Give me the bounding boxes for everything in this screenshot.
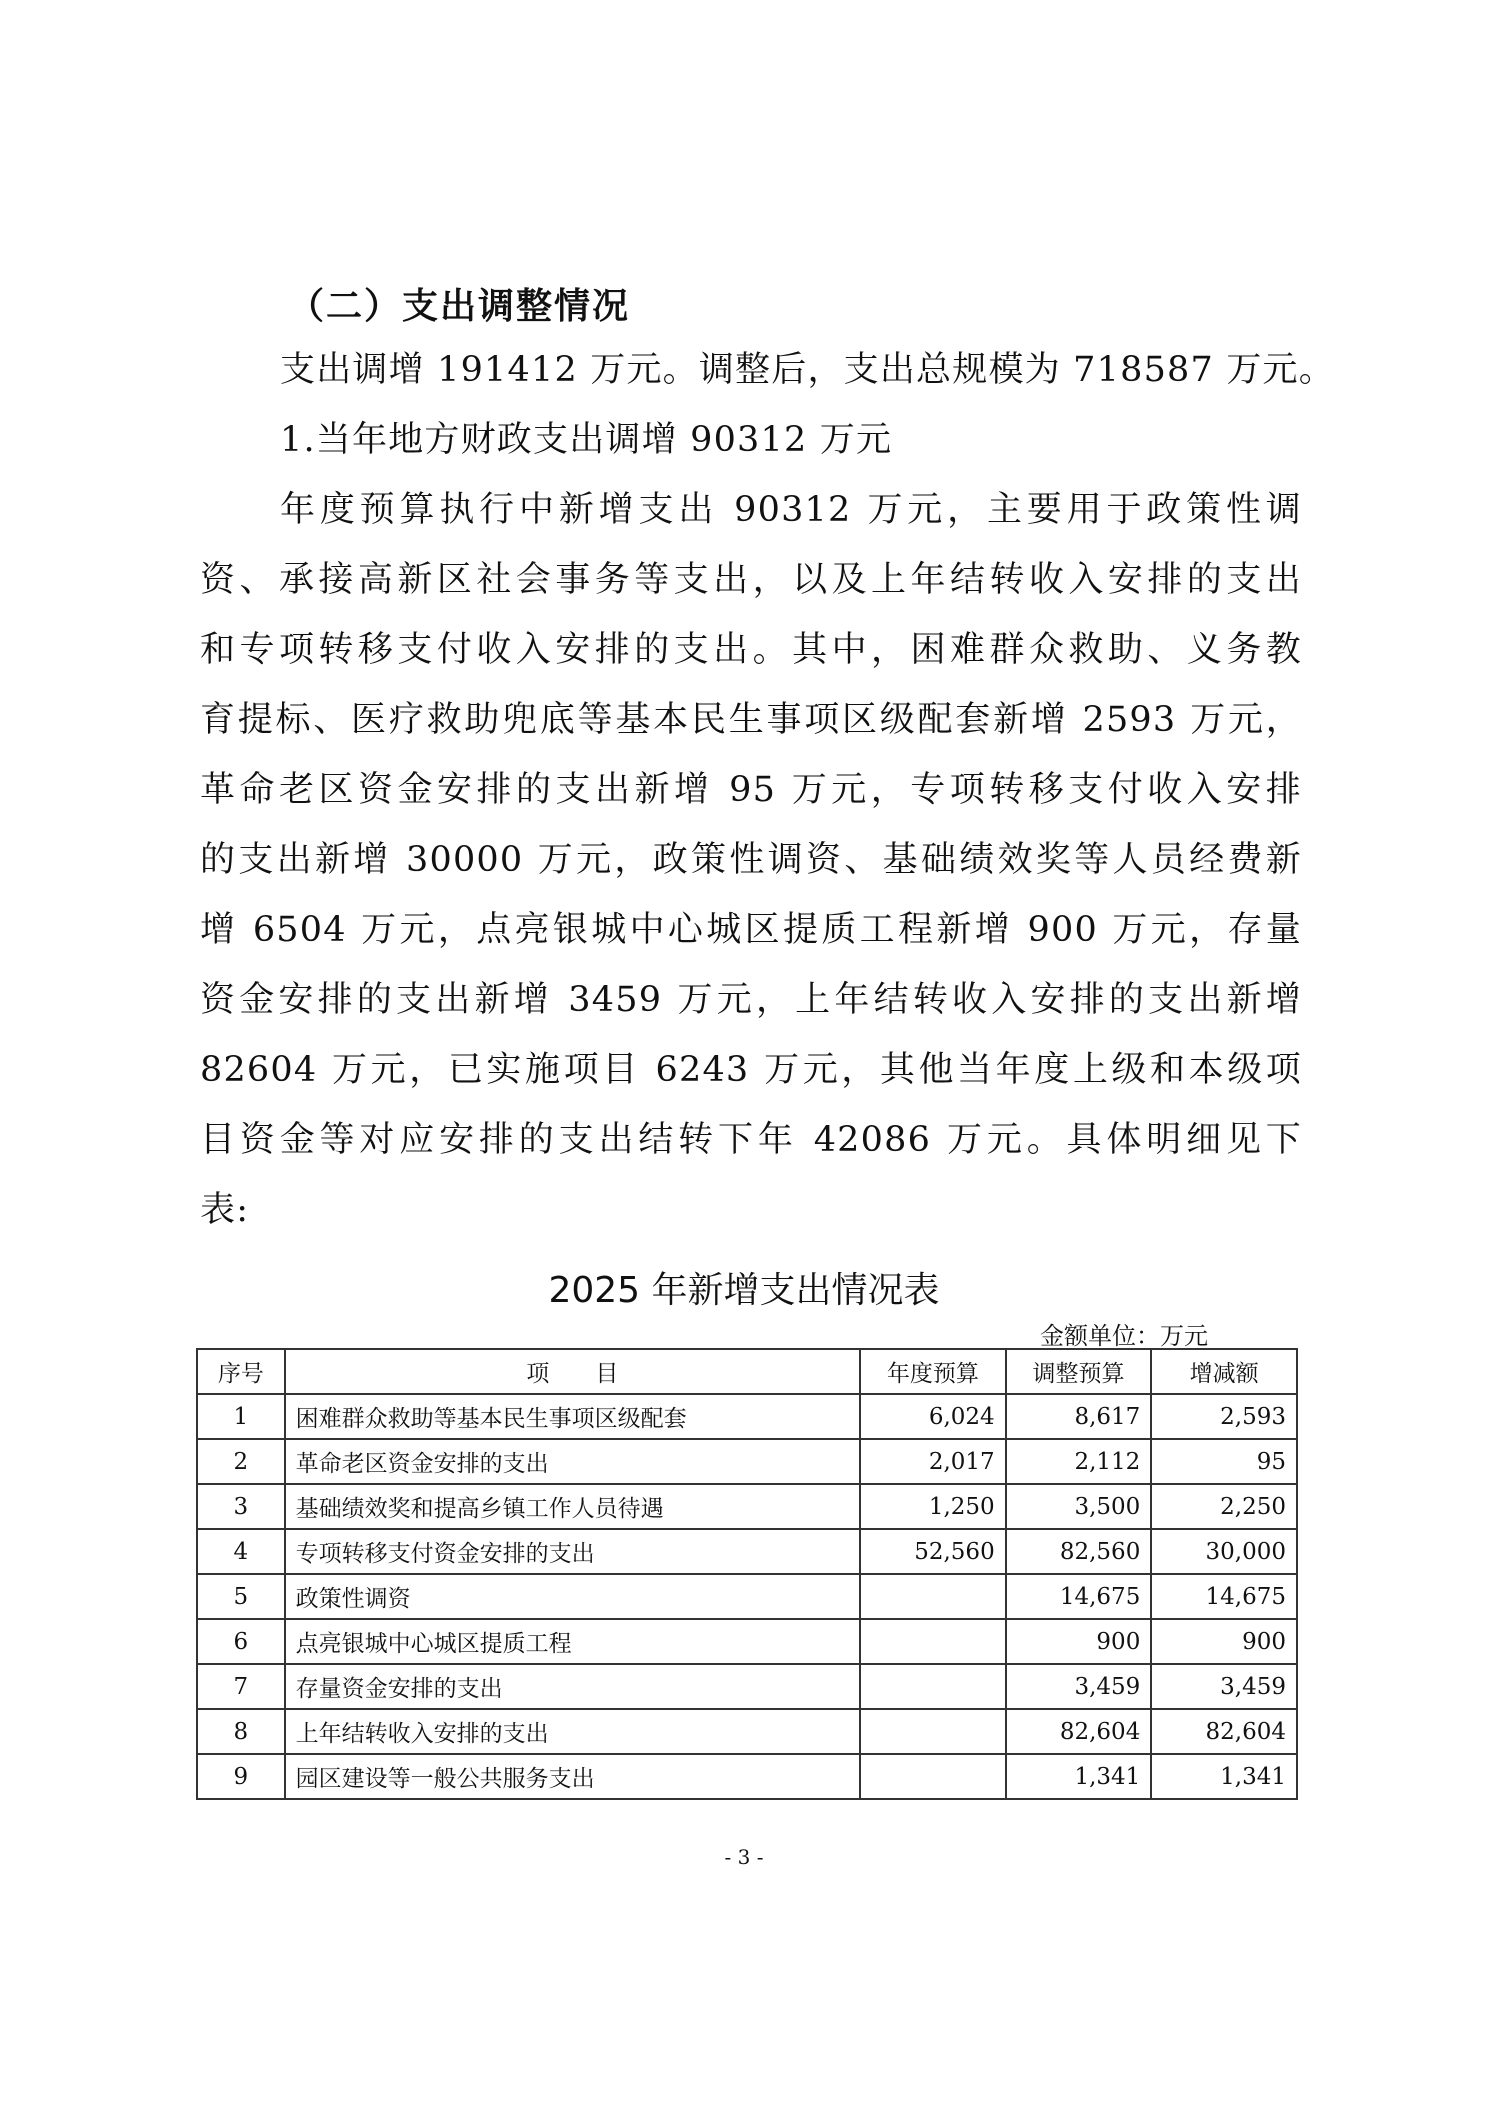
cell-annual: 6,024	[860, 1394, 1006, 1439]
cell-item: 革命老区资金安排的支出	[285, 1439, 860, 1484]
table-row	[197, 1394, 1297, 1439]
cell-annual	[860, 1664, 1006, 1709]
header-annual: 年度预算	[860, 1349, 1006, 1394]
subsection-heading: 1.当年地方财政支出调增 90312 万元	[280, 420, 893, 460]
cell-item: 专项转移支付资金安排的支出	[285, 1529, 860, 1574]
paragraph-line: 育提标、医疗救助兜底等基本民生事项区级配套新增 2593 万元，	[200, 700, 1302, 740]
paragraph-line: 资金安排的支出新增 3459 万元，上年结转收入安排的支出新增	[200, 980, 1302, 1020]
cell-adjusted: 900	[1006, 1619, 1152, 1664]
paragraph-line: 年度预算执行中新增支出 90312 万元，主要用于政策性调	[280, 490, 1302, 530]
paragraph-line: 目资金等对应安排的支出结转下年 42086 万元。具体明细见下	[200, 1120, 1302, 1160]
table-header-row	[197, 1349, 1297, 1394]
cell-item: 存量资金安排的支出	[285, 1664, 860, 1709]
cell-annual	[860, 1709, 1006, 1754]
cell-annual: 52,560	[860, 1529, 1006, 1574]
cell-no: 2	[197, 1439, 285, 1484]
paragraph-line: 和专项转移支付收入安排的支出。其中，困难群众救助、义务教	[200, 630, 1302, 670]
cell-item: 园区建设等一般公共服务支出	[285, 1754, 860, 1799]
cell-change: 3,459	[1151, 1664, 1297, 1709]
cell-change: 95	[1151, 1439, 1297, 1484]
cell-annual: 1,250	[860, 1484, 1006, 1529]
table-title: 2025 年新增支出情况表	[548, 1270, 940, 1311]
paragraph-line: 资、承接高新区社会事务等支出，以及上年结转收入安排的支出	[200, 560, 1302, 600]
expenditure-table	[196, 1348, 1298, 1800]
cell-adjusted: 3,459	[1006, 1664, 1152, 1709]
paragraph-line: 表:	[200, 1190, 250, 1230]
table-row	[197, 1664, 1297, 1709]
cell-change: 900	[1151, 1619, 1297, 1664]
table-row	[197, 1619, 1297, 1664]
header-no: 序号	[197, 1349, 285, 1394]
cell-no: 7	[197, 1664, 285, 1709]
table-unit: 金额单位：万元	[1040, 1322, 1208, 1350]
cell-no: 4	[197, 1529, 285, 1574]
cell-annual	[860, 1574, 1006, 1619]
table-row	[197, 1709, 1297, 1754]
cell-no: 3	[197, 1484, 285, 1529]
cell-adjusted: 82,604	[1006, 1709, 1152, 1754]
cell-change: 1,341	[1151, 1754, 1297, 1799]
table-row	[197, 1754, 1297, 1799]
header-adjusted: 调整预算	[1006, 1349, 1152, 1394]
table-row	[197, 1439, 1297, 1484]
header-change: 增减额	[1151, 1349, 1297, 1394]
cell-no: 5	[197, 1574, 285, 1619]
cell-adjusted: 3,500	[1006, 1484, 1152, 1529]
cell-adjusted: 14,675	[1006, 1574, 1152, 1619]
table-row	[197, 1484, 1297, 1529]
cell-item: 基础绩效奖和提高乡镇工作人员待遇	[285, 1484, 860, 1529]
cell-item: 点亮银城中心城区提质工程	[285, 1619, 860, 1664]
table-row	[197, 1574, 1297, 1619]
cell-adjusted: 2,112	[1006, 1439, 1152, 1484]
cell-annual	[860, 1619, 1006, 1664]
cell-no: 6	[197, 1619, 285, 1664]
paragraph-line: 82604 万元，已实施项目 6243 万元，其他当年度上级和本级项	[200, 1050, 1302, 1090]
cell-change: 30,000	[1151, 1529, 1297, 1574]
cell-no: 9	[197, 1754, 285, 1799]
cell-change: 14,675	[1151, 1574, 1297, 1619]
cell-annual: 2,017	[860, 1439, 1006, 1484]
cell-change: 82,604	[1151, 1709, 1297, 1754]
cell-adjusted: 82,560	[1006, 1529, 1152, 1574]
table-row	[197, 1529, 1297, 1574]
paragraph-line: 革命老区资金安排的支出新增 95 万元，专项转移支付收入安排	[200, 770, 1302, 810]
paragraph-line: 支出调增 191412 万元。调整后，支出总规模为 718587 万元。	[280, 350, 1335, 390]
cell-item: 困难群众救助等基本民生事项区级配套	[285, 1394, 860, 1439]
cell-item: 政策性调资	[285, 1574, 860, 1619]
section-heading: （二）支出调整情况	[288, 286, 631, 327]
cell-no: 8	[197, 1709, 285, 1754]
cell-change: 2,593	[1151, 1394, 1297, 1439]
cell-no: 1	[197, 1394, 285, 1439]
header-item: 项 目	[285, 1349, 860, 1394]
cell-change: 2,250	[1151, 1484, 1297, 1529]
paragraph-line: 增 6504 万元，点亮银城中心城区提质工程新增 900 万元，存量	[200, 910, 1302, 950]
cell-item: 上年结转收入安排的支出	[285, 1709, 860, 1754]
cell-adjusted: 8,617	[1006, 1394, 1152, 1439]
cell-adjusted: 1,341	[1006, 1754, 1152, 1799]
paragraph-line: 的支出新增 30000 万元，政策性调资、基础绩效奖等人员经费新	[200, 840, 1302, 880]
page-number: - 3 -	[724, 1845, 764, 1869]
cell-annual	[860, 1754, 1006, 1799]
